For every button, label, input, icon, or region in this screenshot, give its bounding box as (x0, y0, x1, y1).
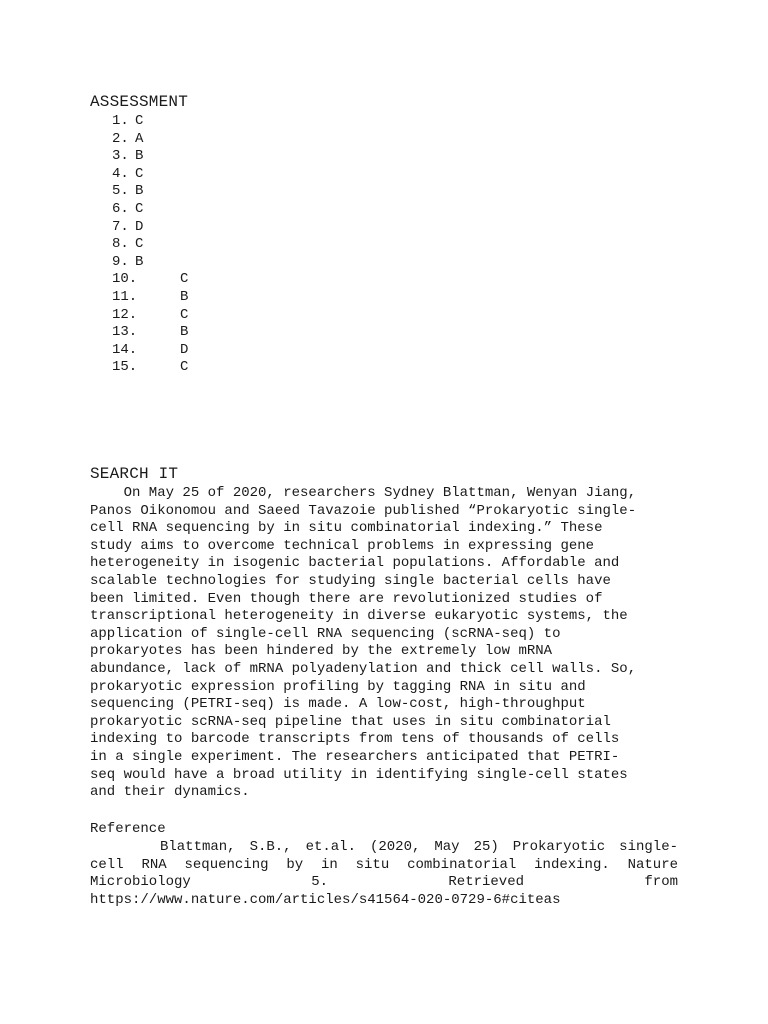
paragraph-line: heterogeneity in isogenic bacterial populations. Affordable and (90, 555, 620, 572)
reference-line: Blattman, S.B., et.al. (2020, May 25) Prokaryotic single- (90, 839, 678, 855)
paragraph-line: On May 25 of 2020, researchers Sydney Blattman, Wenyan Jiang, (90, 485, 637, 501)
answer-number: 1. (112, 113, 129, 129)
answer-letter: D (180, 341, 189, 358)
reference-line: Microbiology 5. Retrieved from (90, 874, 678, 891)
answer-letter: B (135, 183, 144, 200)
assessment-heading: ASSESSMENT (90, 93, 189, 111)
answer-letter: B (135, 253, 144, 270)
answer-letter: C (135, 113, 144, 129)
answer-number: 3. (112, 148, 129, 165)
paragraph-line: in a single experiment. The researchers anticipated that PETRI- (90, 748, 620, 765)
answer-number: 12. (112, 306, 138, 323)
answer-letter: A (135, 130, 144, 147)
answer-letter: C (180, 306, 189, 323)
reference-line: cell RNA sequencing by in situ combinatorial indexing. Nature (90, 856, 678, 873)
paragraph-line: transcriptional heterogeneity in diverse eukaryotic systems, the (90, 608, 628, 625)
answer-letter: C (135, 200, 144, 217)
answer-number: 15. (112, 359, 138, 376)
answer-letter: C (135, 165, 144, 182)
paragraph-line: study aims to overcome technical problems in expressing gene (90, 537, 595, 554)
answer-letter: B (180, 288, 189, 305)
paragraph-line: abundance, lack of mRNA polyadenylation and thick cell walls. So, (90, 660, 637, 677)
search-it-paragraph (90, 485, 678, 802)
reference-label: Reference (90, 821, 166, 837)
answer-number: 11. (112, 288, 138, 305)
paragraph-line: sequencing (PETRI-seq) is made. A low-cost, high-throughput (90, 696, 586, 713)
answer-number: 14. (112, 341, 138, 358)
answer-letter: B (135, 148, 144, 165)
answer-letter: C (180, 359, 189, 376)
paragraph-line: seq would have a broad utility in identifying single-cell states (90, 766, 628, 783)
paragraph-line: indexing to barcode transcripts from tens of thousands of cells (90, 731, 620, 748)
answer-letter: D (135, 218, 144, 235)
reference-line: https://www.nature.com/articles/s41564-020-0729-6#citeas (90, 891, 561, 908)
paragraph-line: application of single-cell RNA sequencing (scRNA-seq) to (90, 625, 561, 642)
answer-letter: C (180, 271, 189, 288)
answer-number: 6. (112, 200, 129, 217)
answer-number: 8. (112, 236, 129, 253)
answer-number: 10. (112, 271, 138, 288)
paragraph-line: been limited. Even though there are revolutionized studies of (90, 590, 603, 607)
reference-citation (90, 839, 678, 909)
answer-number: 2. (112, 130, 129, 147)
paragraph-line: prokaryotic scRNA-seq pipeline that uses in situ combinatorial (90, 713, 611, 730)
paragraph-line: and their dynamics. (90, 784, 250, 801)
paragraph-line: prokaryotic expression profiling by tagging RNA in situ and (90, 678, 586, 695)
answer-number: 5. (112, 183, 129, 200)
paragraph-line: prokaryotes has been hindered by the extremely low mRNA (90, 643, 553, 660)
answer-number: 13. (112, 324, 138, 341)
answer-number: 4. (112, 165, 129, 182)
answer-letter: B (180, 324, 189, 341)
search-it-heading: SEARCH IT (90, 465, 179, 483)
paragraph-line: cell RNA sequencing by in situ combinatorial indexing.” These (90, 520, 603, 537)
answer-letter: C (135, 236, 144, 253)
answer-number: 7. (112, 218, 129, 235)
paragraph-line: Panos Oikonomou and Saeed Tavazoie published “Prokaryotic single- (90, 502, 637, 519)
paragraph-line: scalable technologies for studying single bacterial cells have (90, 572, 611, 589)
answer-number: 9. (112, 253, 129, 270)
